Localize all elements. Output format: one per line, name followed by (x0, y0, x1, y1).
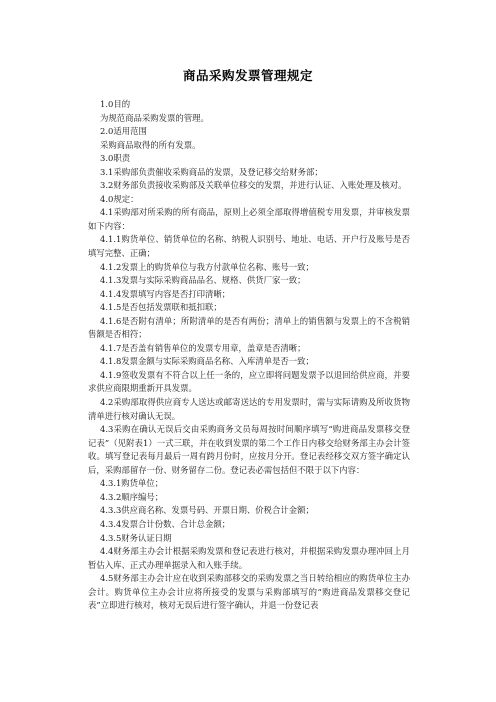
list-item: 4.3.5财务认证日期 (100, 532, 172, 543)
list-item: 4.3.2顺序编号； (100, 491, 164, 502)
document-body (88, 98, 410, 613)
body-paragraph: 4.4财务部主办会计根据采购发票和登记表进行核对，并根据采购发票办理冲回上月暂估入库、正式办理单据录入和入账手续。 (88, 546, 410, 570)
list-item: 4.1.8发票金额与实际采购商品名称、入库清单是否一致； (100, 356, 314, 367)
list-item: 4.1.5是否包括发票联和抵扣联； (100, 302, 222, 313)
section-heading: 4.0规定： (100, 193, 139, 204)
list-item: 4.3.4发票合计份数、合计总金额； (100, 518, 231, 529)
body-paragraph: 采购商品取得的所有发票。 (100, 139, 201, 150)
body-paragraph: 4.1采购部对所采购的所有商品，原则上必须全部取得增值税专用发票，并审核发票如下内容： (88, 207, 410, 231)
list-item: 4.1.9签收发票有不符合以上任一条的，应立即将问题发票予以退回给供应商，并要求供应商限期重新开具发票。 (88, 369, 410, 394)
list-item: 4.1.7是否盖有销售单位的发票专用章，盖章是否清晰； (100, 342, 306, 353)
body-paragraph: 4.3采购在确认无误后交由采购商务文员每周按时间顺序填写“购进商品发票移交登记表”（见附表1）一式三联，并在收到发票的第二个工作日内移交给财务部主办会计签收。填写登记表每月最后一周有跨月份时，应按月分开。登记表经移交双方签字确定认后，采购部留存一份、财务留存二份。登记表必需包括但不限于以下内容： (88, 424, 410, 475)
section-heading: 1.0目的 (100, 99, 131, 109)
list-item: 4.1.2发票上的购货单位与我方付款单位名称、账号一致； (100, 261, 314, 272)
body-paragraph: 4.2采购部取得供应商专人送达或邮寄送达的专用发票时，需与实际请购及所收货物清单进行核对确认无误。 (88, 397, 410, 421)
body-paragraph: 3.2财务部负责接收采购部及关联单位移交的发票，并进行认证、入账处理及核对。 (100, 180, 407, 191)
list-item: 4.1.1购货单位、销货单位的名称、纳税人识别号、地址、电话、开户行及账号是否填写完整、正确； (88, 234, 410, 259)
list-item: 4.3.1购货单位； (100, 478, 164, 489)
body-paragraph: 3.1采购部负责催收采购商品的发票，及登记移交给财务部； (100, 166, 323, 177)
document-title: 商品采购发票管理规定 (182, 68, 313, 83)
list-item: 4.1.6是否附有清单；所附清单的是否有两份；清单上的销售额与发票上的不含税销售额是否相符； (88, 315, 410, 340)
section-heading: 3.0职责 (100, 153, 131, 164)
section-heading: 2.0适用范围 (100, 126, 147, 137)
body-paragraph: 4.5财务部主办会计应在收到采购部移交的采购发票之当日转给相应的购货单位主办会计。购货单位主办会计应将所接受的发票与采购部填写的“购进商品发票移交登记表”立即进行核对，核对无误后进行签字确认，并退一份登记表 (88, 573, 410, 611)
list-item: 4.1.4发票填写内容是否打印清晰； (100, 288, 231, 299)
list-item: 4.1.3发票与实际采购商品品名、规格、供货厂家一致； (100, 275, 306, 286)
list-item: 4.3.3供应商名称、发票号码、开票日期、价税合计金额； (100, 505, 314, 516)
body-paragraph: 为规范商品采购发票的管理。 (100, 112, 209, 123)
